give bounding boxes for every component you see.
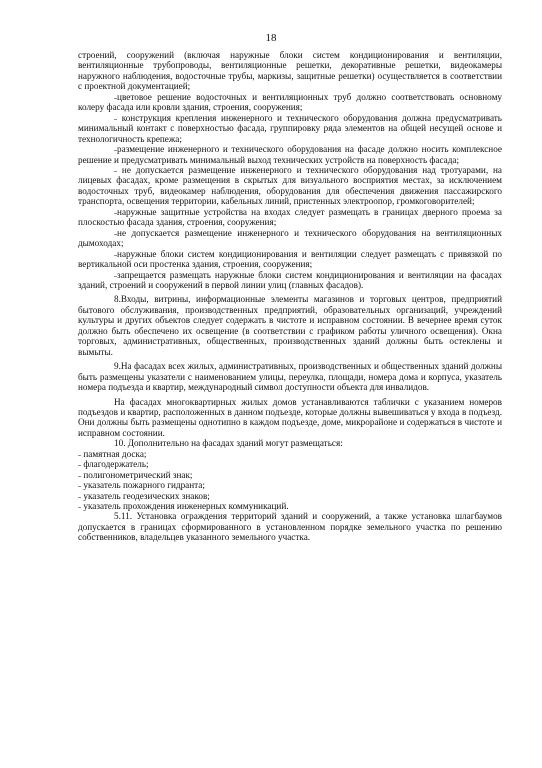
list-item-complex-placement: ˗размещение инженерного и технического оборудования на фасаде должно носить комплексное решение и предусматривать минимальный выход технических устройств на поверхность фасада; [78, 144, 502, 165]
paragraph-section-8: 8.Входы, витрины, информационные элементы магазинов и торговых центров, предприятий бытового обслуживания, производственных предприятий, образовательных организаций, учреждений культуры и других объектов следует содержать в чистоте и исправном состоянии. В вечернее время суток должно быть обеспечено их освещение (в соответствии с графиком работы уличного освещения). Окна торговых, административных, общественных, производственных зданий должны быть остеклены и вымыты. [78, 294, 502, 357]
paragraph-apartment-signs: На фасадах многоквартирных жилых домов устанавливаются таблички с указанием номеров подъездов и квартир, расположенных в данном подъезде, которые должны вывешиваться у входа в подъезд. Они должны быть размещены однотипно в каждом подъезде, доме, микрорайоне и содержаться в чистоте и исправном состоянии. [78, 396, 502, 438]
list-item-pipe-color: ˗цветовое решение водосточных и вентиляционных труб должно соответствовать основному колеру фасада или кровли здания, строения, сооружения; [78, 91, 502, 113]
list-item-entrance-protection: ˗наружные защитные устройства на входах следует размещать в границах дверного проема за плоскостью фасада здания, строения, сооружения; [78, 206, 502, 228]
paragraph-section-5-11: 5.11. Установка ограждения территорий зданий и сооружений, а также установка шлагбаумов допускается в границах сформированного в установленном порядке земельного участка по решению собственников, владельцев указанного земельного участка. [78, 511, 502, 543]
list-item-geodetic-sign: ˗ указатель геодезических знаков; [78, 490, 210, 501]
list-item-polygonometric-sign: ˗ полигонометрический знак; [78, 469, 193, 480]
paragraph-section-10: 10. Дополнительно на фасадах зданий могут размещаться: [114, 438, 343, 449]
list-item-hydrant-sign: ˗ указатель пожарного гидранта; [78, 480, 205, 491]
body-text [78, 50, 502, 543]
list-item-chimney-restriction: ˗не допускается размещение инженерного и технического оборудования на вентиляционных дымоходах; [78, 227, 502, 249]
list-item-utilities-sign: ˗ указатель прохождения инженерных коммуникаций. [78, 501, 289, 512]
paragraph-section-9: 9.На фасадах всех жилых, административных, производственных и общественных зданий должны быть размещены указатели с наименованием улицы, переулка, площади, номера дома и корпуса, указатель номера подъезда и квартир, международный символ доступности объекта для инвалидов. [78, 361, 502, 393]
list-item-mounting-design: ˗ конструкция крепления инженерного и технического оборудования должна предусматривать минимальный контакт с поверхностью фасада, группировку ряда элементов на общей несущей основе и технологичность крепежа; [78, 112, 502, 144]
list-item-memorial-plaque: ˗ памятная доска; [78, 448, 147, 459]
page-number: 18 [265, 32, 277, 44]
list-item-ac-vertical-axis: ˗наружные блоки систем кондиционирования и вентиляции следует размещать с привязкой по вертикальной оси простенка здания, строения, сооружения; [78, 248, 502, 270]
list-item-placement-restrictions: ˗ не допускается размещение инженерного и технического оборудования над тротуарами, на лицевых фасадах, кроме размещения в скрытых для визуального восприятия местах, за исключением водосточных труб, видеокамер наблюдения, оборудования для обеспечения движения пассажирского транспорта, освещения территории, кабельных линий, пристенных электроопор, громкоговорителей; [78, 164, 502, 207]
list-item-flag-holder: ˗ флагодержатель; [78, 459, 149, 470]
paragraph-facade-elements-continuation: строений, сооружений (включая наружные блоки систем кондиционирования и вентиляции, вентиляционные трубопроводы, вентиляционные решетки, декоративные решетки, видеокамеры наружного наблюдения, водосточные трубы, маркизы, защитные решетки) осуществляется в соответствии с проектной документацией; [78, 50, 502, 92]
list-item-ac-main-facade-ban: ˗запрещается размещать наружные блоки систем кондиционирования и вентиляции на фасадах зданий, строений и сооружений в первой линии улиц (главных фасадов). [78, 269, 502, 290]
